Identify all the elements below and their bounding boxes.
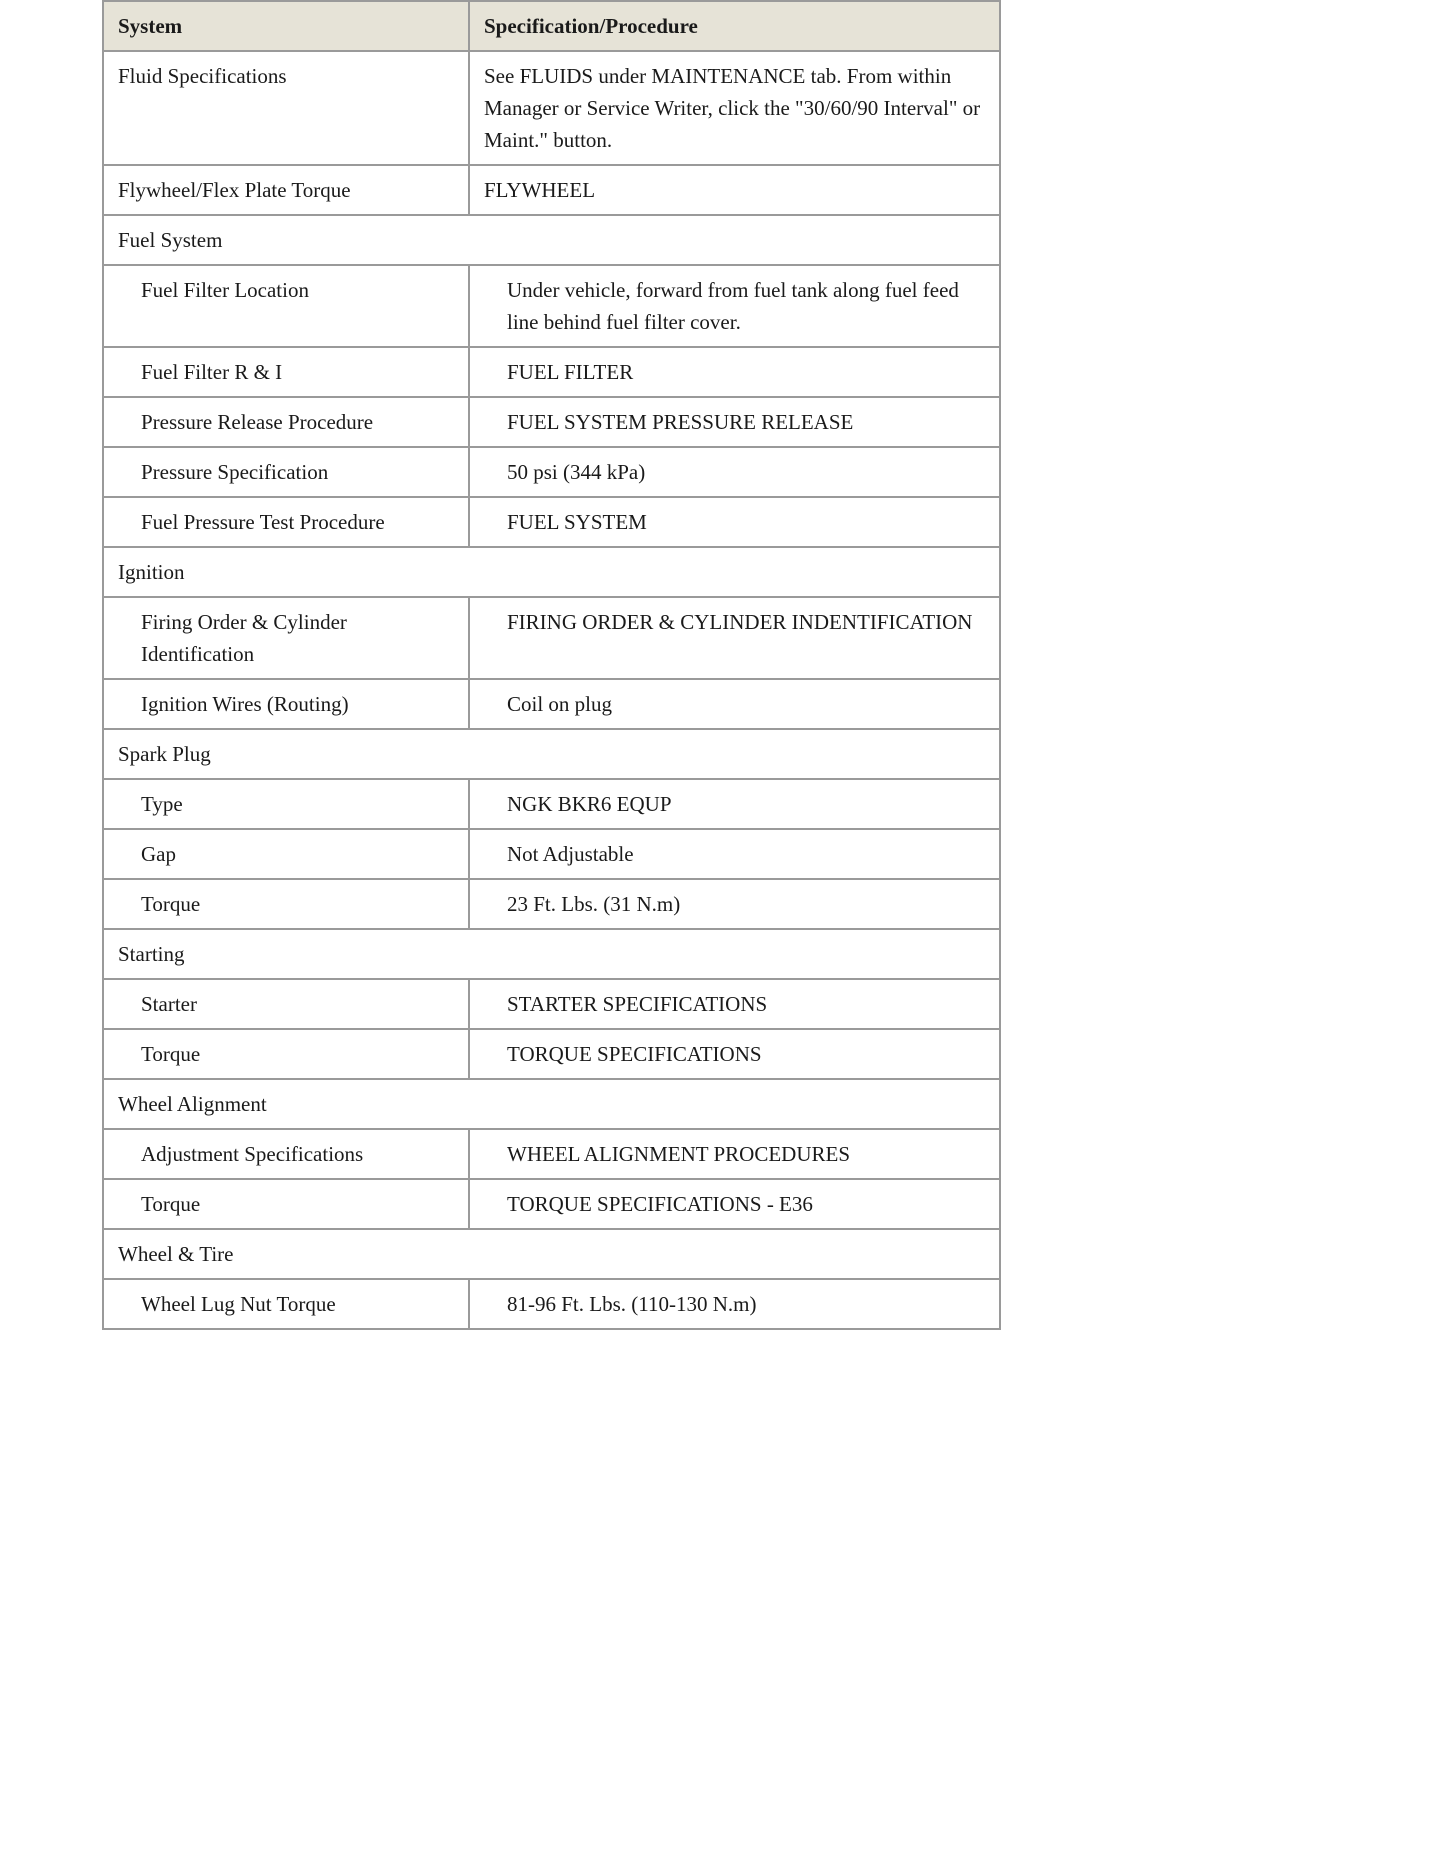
specification-cell: FUEL SYSTEM [469, 497, 1000, 547]
system-cell: Fuel Pressure Test Procedure [103, 497, 469, 547]
specification-cell: Under vehicle, forward from fuel tank along fuel feed line behind fuel filter cover. [469, 265, 1000, 347]
specification-cell: FLYWHEEL [469, 165, 1000, 215]
table-row [103, 347, 1000, 397]
header-row [103, 1, 1000, 51]
table-row [103, 1179, 1000, 1229]
table-header [103, 1, 1000, 51]
section-title: Spark Plug [103, 729, 1000, 779]
system-cell: Starter [103, 979, 469, 1029]
section-row [103, 729, 1000, 779]
table-row [103, 1279, 1000, 1329]
system-cell: Fuel Filter Location [103, 265, 469, 347]
specification-cell: 81-96 Ft. Lbs. (110-130 N.m) [469, 1279, 1000, 1329]
system-cell: Fluid Specifications [103, 51, 469, 165]
table-row [103, 1029, 1000, 1079]
specification-cell: 50 psi (344 kPa) [469, 447, 1000, 497]
table-row [103, 1129, 1000, 1179]
header-system: System [103, 1, 469, 51]
specification-cell: FUEL SYSTEM PRESSURE RELEASE [469, 397, 1000, 447]
system-cell: Torque [103, 879, 469, 929]
table-row [103, 447, 1000, 497]
table-row [103, 829, 1000, 879]
system-cell: Pressure Specification [103, 447, 469, 497]
section-title: Wheel & Tire [103, 1229, 1000, 1279]
section-title: Wheel Alignment [103, 1079, 1000, 1129]
specification-cell: Not Adjustable [469, 829, 1000, 879]
section-title: Fuel System [103, 215, 1000, 265]
table-row [103, 165, 1000, 215]
table-row [103, 51, 1000, 165]
section-row [103, 1079, 1000, 1129]
system-cell: Wheel Lug Nut Torque [103, 1279, 469, 1329]
system-cell: Gap [103, 829, 469, 879]
specification-cell: WHEEL ALIGNMENT PROCEDURES [469, 1129, 1000, 1179]
section-row [103, 1229, 1000, 1279]
section-title: Starting [103, 929, 1000, 979]
section-row [103, 547, 1000, 597]
system-cell: Ignition Wires (Routing) [103, 679, 469, 729]
table-row [103, 979, 1000, 1029]
section-title: Ignition [103, 547, 1000, 597]
specification-cell: NGK BKR6 EQUP [469, 779, 1000, 829]
table-row [103, 265, 1000, 347]
section-row [103, 929, 1000, 979]
system-cell: Fuel Filter R & I [103, 347, 469, 397]
section-row [103, 215, 1000, 265]
specification-cell: 23 Ft. Lbs. (31 N.m) [469, 879, 1000, 929]
system-cell: Pressure Release Procedure [103, 397, 469, 447]
specification-cell: See FLUIDS under MAINTENANCE tab. From within Manager or Service Writer, click the "30/60/90 Interval" or Maint." button. [469, 51, 1000, 165]
system-cell: Adjustment Specifications [103, 1129, 469, 1179]
specification-cell: STARTER SPECIFICATIONS [469, 979, 1000, 1029]
system-cell: Torque [103, 1179, 469, 1229]
specification-cell: Coil on plug [469, 679, 1000, 729]
system-cell: Firing Order & Cylinder Identification [103, 597, 469, 679]
table-row [103, 779, 1000, 829]
table-row [103, 879, 1000, 929]
system-cell: Flywheel/Flex Plate Torque [103, 165, 469, 215]
header-specification-procedure: Specification/Procedure [469, 1, 1000, 51]
specification-table [102, 0, 1001, 1330]
table-body [103, 51, 1000, 1329]
specification-cell: FUEL FILTER [469, 347, 1000, 397]
specification-cell: FIRING ORDER & CYLINDER INDENTIFICATION [469, 597, 1000, 679]
table-row [103, 497, 1000, 547]
table-row [103, 597, 1000, 679]
specification-cell: TORQUE SPECIFICATIONS [469, 1029, 1000, 1079]
table-row [103, 679, 1000, 729]
specification-cell: TORQUE SPECIFICATIONS - E36 [469, 1179, 1000, 1229]
table-row [103, 397, 1000, 447]
system-cell: Torque [103, 1029, 469, 1079]
system-cell: Type [103, 779, 469, 829]
